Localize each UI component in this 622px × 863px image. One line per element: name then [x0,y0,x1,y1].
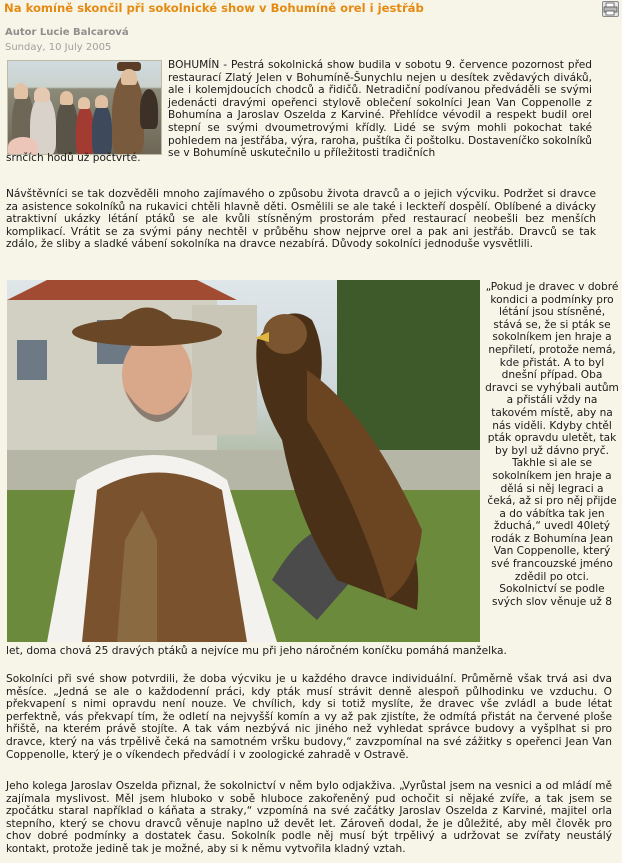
print-icon [603,2,618,16]
article-date: Sunday, 10 July 2005 [5,42,112,53]
paragraph-intro-end: srnčích hodů už počtvrté. [6,152,141,164]
quote-continuation: let, doma chová 25 dravých ptáků a nejvíce mu při jeho náročném koníčku pomáhá manželka. [6,645,507,657]
quote-side-column: „Pokud je dravec v dobré kondici a podmínky pro létání jsou stísněné, stává se, že si pták se sokolníkem jen hraje a nepřiletí, protože nemá, kde přistát. A to byl dnešní případ. Oba dravci se vyhýbali autům a přistáli vždy na takovém místě, aby na nás viděli. Kdyby chtěl pták opravdu uletět, tak by byl už dávno pryč. Takhle si ale se sokolníkem jen hraje a dělá si něj legraci a čeká, až si pro něj přijde a do vábítka tak jen žduchá,“ uvedl 40letý rodák z Bohumína Jean Van Coppenolle, který své francouzské jméno zdědil po otci. Sokolnictví se podle svých slov věnuje už 8 [485,281,619,608]
article-author: Autor Lucie Balcarová [5,27,129,38]
paragraph-oszelda: Jeho kolega Jaroslav Oszelda přiznal, že sokolnictví v něm bylo odjakživa. „Vyrůstal jsem na vesnici a od mládí mě zajímala myslivost. Měl jsem hluboko v sobě hluboce zakořeněný pud ochočit si nějaké zvíře, a tak jsem se zpočátku staral například o káňata a straky,“ vzpomíná na své začátky Jaroslav Oszelda z Karviné, majitel orla stepního, který se chovu dravců věnuje naplno už devět let. Zároveň dodal, že je důležité, aby měl člověk pro chov dobré podmínky a dostatek času. Sokolník podle něj musí být trpělivý a udržovat se zvířaty neustálý kontakt, protože jedině tak je možné, aby si k němu vytvořila kladný vztah. [6,780,612,855]
falconer-eagle-photo [7,280,480,642]
paragraph-training: Sokolníci při své show potvrdili, že doba výcviku je u každého dravce individuální. Průměrně však trvá asi dva měsíce. „Jedná se ale o každodenní práci, kdy pták musí strávit denně alespoň půlhodinku ve vzduchu. O překvapení s nimi opravdu není nouze. Ve chvílich, kdy si totiž myslíte, že dravec vše zvládl a bude létat perfektně, vás překvapí tím, že odletí na nejvyšší komín a vy až pak zjistíte, že odmítá přistát na červené ploše hřiště, na kterém právě stojíte. A tak vám nezbývá nic jiného než vyhledat správce budovy a vyšplhat si pro dravce, který na vás trpělivě čeká na samotném vršku budovy,“ zavzpomínal na své zážitky s opeřenci Jean Van Coppenolle, který je o víkendech předvádí i v zoologické zahradě v Ostravě. [6,673,612,761]
article-title: Na komíně skončil při sokolnické show v Bohumíně orel i jestřáb [4,1,424,15]
paragraph-intro: BOHUMÍN - Pestrá sokolnická show budila v sobotu 9. července pozornost před restaurací Zlatý Jelen v Bohumíně-Šunychlu nejen u desítek zvědavých diváků, ale i kolemjdoucích chodců a řidičů. Netradiční podívanou předváděli se svými jedenácti dravými opeřenci stylově oblečení sokolníci Jean Van Coppenolle z Bohumína a Jaroslav Oszelda z Karviné. Přehlídce vévodil a respekt budil orel stepní se svými dvoumetrovými křídly. Lidé se svým mohli pokochat také pohledem na jestřába, výra, raroha, puštíka či poštolku. Dostaveníčko sokolníků se v Bohumíně uskutečnilo u příležitosti tradičních [168,59,592,160]
falconer-eagle-illustration [7,280,480,642]
print-button[interactable] [602,1,619,17]
falconer-crowd-photo [7,60,162,155]
paragraph-2: Návštěvníci se tak dozvěděli mnoho zajímavého o způsobu života dravců a o jejich výcviku. Podržet si dravce za asistence sokolníků na rukavici chtěli hlavně děti. Osmělili se ale také i leckteří dospělí. Oblíbené a divácky atraktivní ukázky létání ptáků se ale kvůli stísněným prostorám před restaurací neobešli bez menších komplikací. Vrátit se za svými pány nechtěl v průběhu show nejprve orel a pak ani jestřáb. Dravců se tak zdálo, že sliby a sladké vábení sokolníka na dravce nezabírá. Důvody sokolníci jednoduše vysvětlili. [6,188,596,251]
